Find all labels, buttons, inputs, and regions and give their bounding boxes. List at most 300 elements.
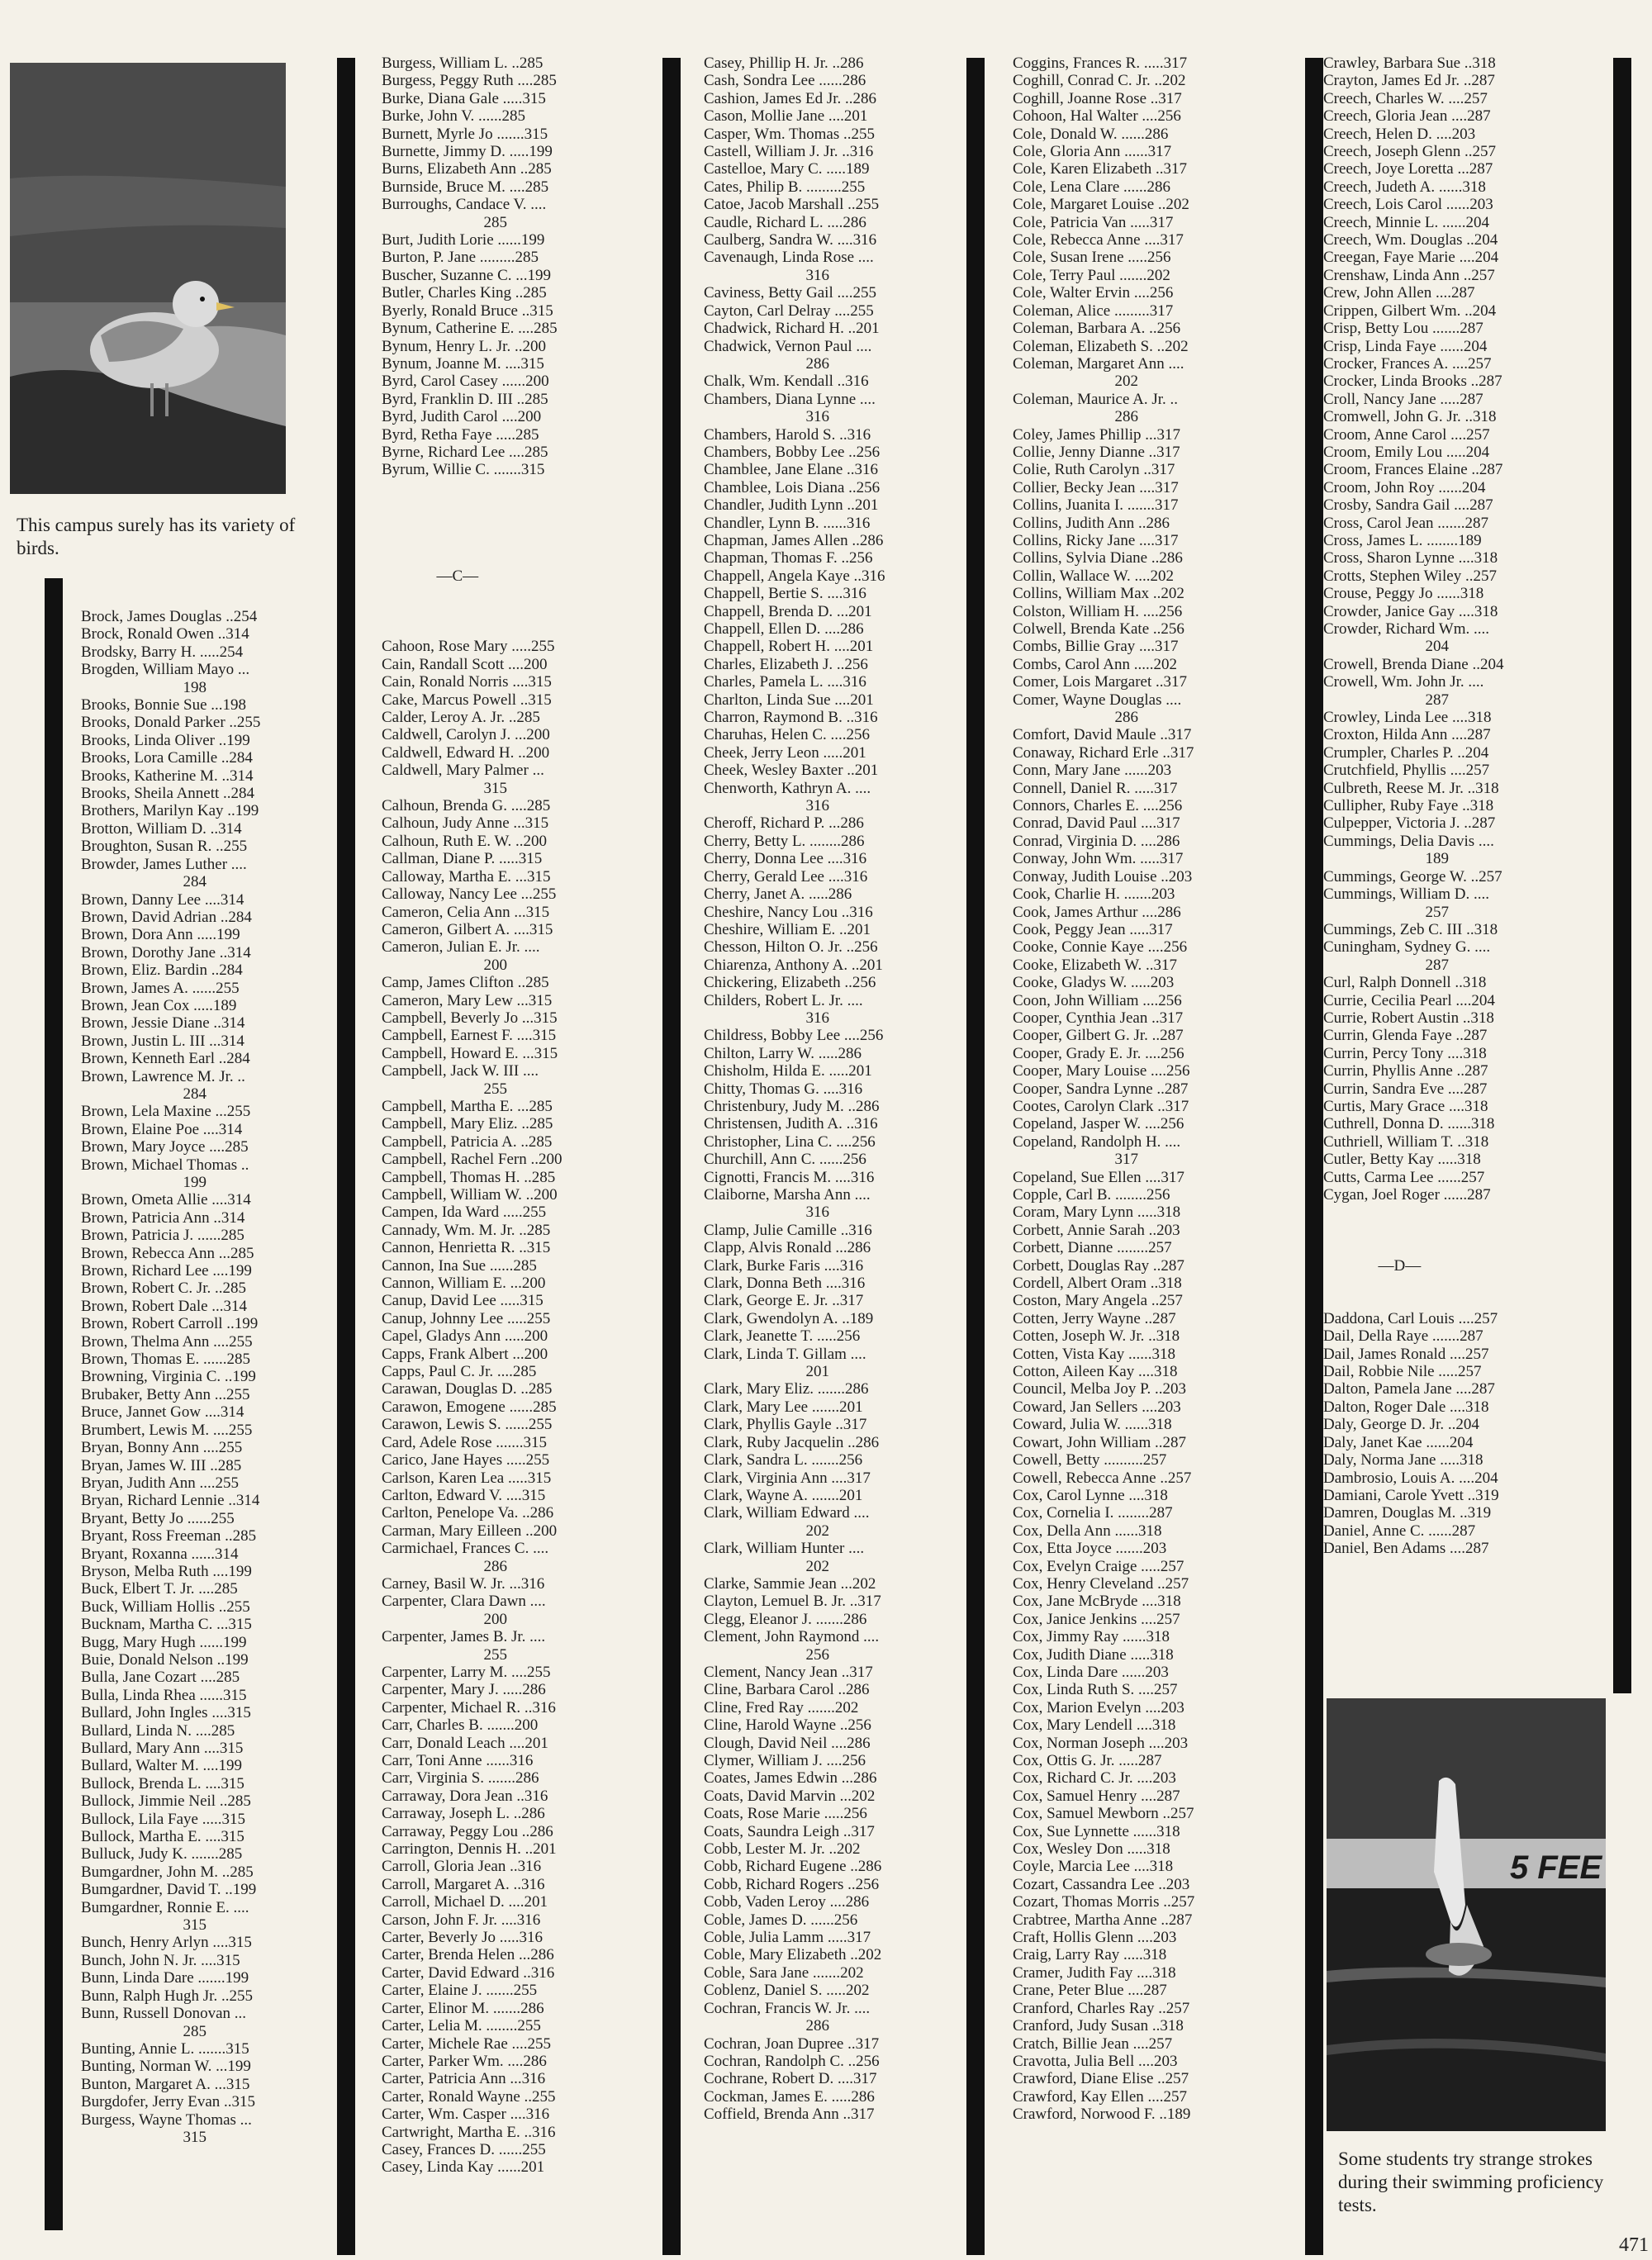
index-entry: Cummings, George W. ..257	[1323, 867, 1502, 885]
index-entry: Cox, Jimmy Ray ......318	[1013, 1628, 1170, 1646]
index-entry: Brown, Thomas E. ......285	[81, 1351, 250, 1369]
index-entry: Brooks, Sheila Annett ..284	[81, 785, 255, 803]
index-entry: Cashion, James Ed Jr. ..286	[704, 89, 876, 107]
index-entry	[382, 515, 657, 532]
index-entry: Burnette, Jimmy D. .....199	[382, 143, 553, 161]
index-entry: Coon, John William ....256	[1013, 991, 1182, 1009]
index-entry: Creech, Wm. Douglas ..204	[1323, 231, 1498, 249]
pool-sign-text: 5 FEE	[1510, 1849, 1602, 1886]
index-entry: Carraway, Dora Jean ..316	[382, 1787, 548, 1805]
index-entry: Coleman, Barbara A. ..256	[1013, 320, 1181, 338]
index-entry: Cheshire, Nancy Lou ..316	[704, 903, 873, 921]
index-entry: Capps, Frank Albert ...200	[382, 1345, 548, 1363]
index-entry: Byrne, Richard Lee ....285	[382, 443, 548, 461]
index-entry: Clegg, Eleanor J. .......286	[704, 1610, 867, 1628]
index-entry: Cox, Jane McBryde ....318	[1013, 1593, 1181, 1611]
index-entry: Bullock, Martha E. ....315	[81, 1828, 244, 1846]
index-entry: Brown, David Adrian ..284	[81, 908, 252, 926]
index-entry: Chappell, Ellen D. ....286	[704, 620, 864, 638]
index-entry: Cooke, Gladys W. .....203	[1013, 974, 1175, 992]
index-entry: Brooks, Linda Oliver ..199	[81, 731, 250, 749]
index-entry: Carr, Donald Leach ....201	[382, 1734, 548, 1752]
index-entry: Carter, Michele Rae ....255	[382, 2034, 552, 2053]
index-entry: Cole, Karen Elizabeth ..317	[1013, 160, 1188, 178]
index-entry: Cain, Randall Scott ....200	[382, 655, 548, 673]
index-entry: 200	[382, 956, 507, 974]
index-entry: Coble, Julia Lamm .....317	[704, 1929, 871, 1947]
index-entry: Cameron, Gilbert A. ....315	[382, 920, 553, 938]
index-entry: Colie, Ruth Carolyn ..317	[1013, 461, 1175, 479]
index-entry: Christensen, Judith A. ..316	[704, 1115, 878, 1133]
index-entry: Crisp, Betty Lou .......287	[1323, 320, 1483, 338]
index-entry: Cheshire, William E. ..201	[704, 920, 871, 938]
index-entry: Crabtree, Martha Anne ..287	[1013, 1911, 1193, 1929]
index-entry: Calloway, Martha E. ...315	[382, 867, 551, 885]
index-entry: Bryan, Richard Lennie ..314	[81, 1492, 260, 1510]
index-entry: Cobb, Lester M. Jr. ..202	[704, 1840, 861, 1859]
index-entry: Carroll, Gloria Jean ..316	[382, 1858, 542, 1876]
index-entry: Bucknam, Martha C. ...315	[81, 1616, 252, 1634]
index-entry: Cox, Henry Cleveland ..257	[1013, 1574, 1189, 1593]
index-entry: Clark, Jeanette T. .....256	[704, 1327, 861, 1346]
index-entry: Conway, John Wm. .....317	[1013, 850, 1184, 868]
index-entry: 287	[1323, 956, 1449, 974]
index-entry: Conaway, Richard Erle ..317	[1013, 743, 1194, 762]
index-entry: Collie, Jenny Dianne ..317	[1013, 443, 1180, 461]
index-entry: Cheroff, Richard P. ...286	[704, 814, 864, 833]
index-entry: Crane, Peter Blue ....287	[1013, 1982, 1167, 2000]
column-divider	[966, 58, 985, 2255]
index-entry: Chilton, Larry W. .....286	[704, 1044, 862, 1062]
index-entry: Cooke, Connie Kaye ....256	[1013, 938, 1188, 957]
index-entry: Cheek, Jerry Leon .....201	[704, 743, 866, 762]
index-entry: Campbell, Howard E. ...315	[382, 1044, 558, 1062]
index-entry: Cooper, Cynthia Jean ..317	[1013, 1009, 1184, 1027]
index-entry: Carpenter, Larry M. ....255	[382, 1663, 551, 1681]
index-entry: 284	[81, 1085, 206, 1103]
index-entry: Byrd, Franklin D. III ..285	[382, 390, 548, 408]
index-entry: Bunton, Margaret A. ...315	[81, 2075, 250, 2093]
index-entry: Brown, Rebecca Ann ...285	[81, 1244, 254, 1262]
index-entry: Cootes, Carolyn Clark ..317	[1013, 1097, 1189, 1115]
index-entry: Croll, Nancy Jane .....287	[1323, 390, 1483, 408]
index-entry: Carraway, Joseph L. ..286	[382, 1805, 545, 1823]
index-entry: Cignotti, Francis M. ....316	[704, 1168, 875, 1186]
index-entry: Carico, Jane Hayes .....255	[382, 1451, 550, 1469]
index-entry: Cherry, Betty L. ........286	[704, 832, 865, 850]
index-entry	[382, 603, 657, 620]
index-entry	[1323, 1292, 1612, 1309]
index-entry: Chappell, Bertie S. ....316	[704, 585, 866, 603]
index-entry: Cameron, Mary Lew ...315	[382, 991, 553, 1009]
index-entry: Bunn, Linda Dare .......199	[81, 1969, 249, 1987]
index-entry: 316	[704, 1009, 829, 1027]
index-entry	[1323, 1275, 1612, 1292]
index-entry: Bumgardner, David T. ..199	[81, 1881, 257, 1899]
index-entry: Card, Adele Rose .......315	[382, 1433, 548, 1451]
index-entry: 316	[704, 1204, 829, 1222]
index-entry: Collin, Wallace W. ....202	[1013, 567, 1174, 585]
index-entry: 256	[704, 1645, 829, 1664]
index-column-4	[1013, 55, 1302, 2124]
index-entry: Clement, Nancy Jean ..317	[704, 1663, 873, 1681]
index-entry: Brown, Lawrence M. Jr. ..	[81, 1067, 245, 1085]
index-entry: Coghill, Joanne Rose ..317	[1013, 89, 1182, 107]
index-entry: Carter, Elinor M. .......286	[382, 1999, 544, 2017]
index-entry: 286	[704, 2017, 829, 2035]
index-entry: Charles, Pamela L. ....316	[704, 673, 866, 691]
index-entry: Crawford, Kay Ellen ....257	[1013, 2087, 1188, 2106]
index-entry: Crouse, Peggy Jo ......318	[1323, 585, 1484, 603]
index-entry: Buck, Elbert T. Jr. ....285	[81, 1580, 238, 1598]
index-entry: Crosby, Sandra Gail ....287	[1323, 496, 1493, 515]
index-entry: Crawford, Diane Elise ..257	[1013, 2070, 1189, 2088]
index-entry: Cline, Harold Wayne ..256	[704, 1716, 871, 1735]
index-entry: Bunch, John N. Jr. ....315	[81, 1951, 240, 1969]
index-entry: Cox, Janice Jenkins ....257	[1013, 1610, 1180, 1628]
index-entry: Carawon, Emogene ......285	[382, 1398, 557, 1416]
index-entry: Conway, Judith Louise ..203	[1013, 867, 1193, 885]
index-entry: Coward, Julia W. ......318	[1013, 1416, 1172, 1434]
index-entry: Bulluck, Judy K. .......285	[81, 1845, 243, 1864]
index-entry: Creech, Minnie L. ......204	[1323, 213, 1490, 231]
index-entry: Childers, Robert L. Jr. ....	[704, 991, 863, 1009]
index-entry: Cole, Margaret Louise ..202	[1013, 196, 1189, 214]
index-entry: Capps, Paul C. Jr. ....285	[382, 1363, 537, 1381]
index-entry: Brown, Kenneth Earl ..284	[81, 1050, 250, 1068]
index-entry: Chambers, Harold S. ..316	[704, 425, 871, 444]
index-entry: Croom, John Roy ......204	[1323, 478, 1486, 496]
index-entry: Brotton, William D. ..314	[81, 819, 242, 838]
index-entry: Creech, Judeth A. ......318	[1323, 178, 1486, 196]
index-entry: Conn, Mary Jane ......203	[1013, 762, 1172, 780]
index-entry: Cochran, Randolph C. ..256	[704, 2052, 880, 2070]
index-entry: Coleman, Maurice A. Jr. ..	[1013, 390, 1178, 408]
index-entry: Chalk, Wm. Kendall ..316	[704, 373, 869, 391]
index-entry: Cox, Richard C. Jr. ....203	[1013, 1769, 1176, 1788]
index-entry: Campbell, Jack W. III ....	[382, 1062, 539, 1080]
index-entry: Buck, William Hollis ..255	[81, 1598, 250, 1616]
index-entry: Crayton, James Ed Jr. ..287	[1323, 72, 1495, 90]
index-entry	[382, 496, 657, 514]
index-entry: Clark, Mary Lee .......201	[704, 1398, 863, 1416]
index-entry: 315	[81, 2128, 206, 2146]
index-entry: Calhoun, Ruth E. W. ..200	[382, 832, 548, 850]
index-entry: Collins, Judith Ann ..286	[1013, 514, 1170, 532]
index-entry: Cutts, Carma Lee ......257	[1323, 1168, 1485, 1186]
index-entry: Buscher, Suzanne C. ...199	[382, 266, 552, 284]
index-entry: Bryant, Ross Freeman ..285	[81, 1527, 257, 1545]
index-entry: Carroll, Margaret A. ..316	[382, 1875, 545, 1893]
index-entry: Carlton, Edward V. ....315	[382, 1486, 546, 1504]
index-entry: Christenbury, Judy M. ..286	[704, 1097, 880, 1115]
index-entry: Cox, Marion Evelyn ....203	[1013, 1698, 1184, 1716]
index-entry: 315	[81, 1916, 206, 1935]
index-entry: Currie, Cecilia Pearl ....204	[1323, 991, 1495, 1009]
index-entry	[382, 532, 657, 549]
index-entry: Croom, Frances Elaine ..287	[1323, 461, 1503, 479]
index-entry: Cox, Etta Joyce .......203	[1013, 1540, 1167, 1558]
index-entry: Clark, Burke Faris ....316	[704, 1256, 864, 1275]
index-entry: Daly, Janet Kae ......204	[1323, 1433, 1474, 1451]
index-entry: Carlson, Karen Lea .....315	[382, 1469, 552, 1487]
index-entry: Clark, William Edward ....	[704, 1504, 870, 1522]
index-entry: Comer, Wayne Douglas ....	[1013, 691, 1182, 709]
index-entry: Campbell, Mary Eliz. ..285	[382, 1115, 553, 1133]
index-entry: Cox, Carol Lynne ....318	[1013, 1486, 1168, 1504]
index-entry: 257	[1323, 903, 1449, 921]
index-entry: Brooks, Donald Parker ..255	[81, 714, 261, 732]
index-entry: Currin, Percy Tony ....318	[1323, 1044, 1487, 1062]
index-entry: Bulla, Linda Rhea ......315	[81, 1686, 247, 1704]
index-entry: Caudle, Richard L. ....286	[704, 213, 866, 231]
index-entry: Burns, Elizabeth Ann ..285	[382, 160, 552, 178]
index-entry: Dail, Della Raye .......287	[1323, 1327, 1483, 1346]
index-entry: Chitty, Thomas G. ....316	[704, 1080, 863, 1098]
index-entry: Broughton, Susan R. ..255	[81, 838, 248, 856]
index-entry: Brown, Eliz. Bardin ..284	[81, 961, 243, 980]
index-entry: Cotten, Jerry Wayne ..287	[1013, 1309, 1176, 1327]
index-entry: Cotten, Joseph W. Jr. ..318	[1013, 1327, 1180, 1346]
index-entry: Clymer, William J. ....256	[704, 1752, 866, 1769]
index-entry: Carter, Beverly Jo .....316	[382, 1929, 544, 1947]
index-entry: Cannon, Henrietta R. ..315	[382, 1239, 551, 1257]
index-entry: Clark, William Hunter ....	[704, 1540, 865, 1558]
index-entry: Conrad, David Paul ....317	[1013, 814, 1180, 833]
index-entry: Bullard, Mary Ann ....315	[81, 1740, 244, 1757]
index-entry: Cox, Cornelia I. ........287	[1013, 1504, 1173, 1522]
index-entry: Dambrosio, Louis A. ....204	[1323, 1469, 1498, 1487]
index-entry: Cash, Sondra Lee ......286	[704, 72, 866, 90]
index-entry: Casey, Frances D. ......255	[382, 2140, 546, 2158]
index-entry: Carpenter, Clara Dawn ....	[382, 1593, 546, 1611]
index-entry: Dail, Robbie Nile .....257	[1323, 1363, 1482, 1381]
index-entry: Bumgardner, Ronnie E. ....	[81, 1898, 249, 1916]
index-entry: Cannon, William E. ...200	[382, 1275, 546, 1293]
index-entry: Brubaker, Betty Ann ...255	[81, 1385, 250, 1403]
index-entry: Charron, Raymond B. ..316	[704, 709, 878, 727]
index-entry: Cameron, Celia Ann ...315	[382, 903, 550, 921]
index-entry: Byerly, Ronald Bruce ..315	[382, 301, 553, 320]
index-entry: Cannon, Ina Sue ......285	[382, 1256, 537, 1275]
index-entry: Chenworth, Kathryn A. ....	[704, 779, 871, 797]
column-divider	[662, 58, 681, 2255]
index-entry: Carpenter, Mary J. .....286	[382, 1681, 546, 1699]
index-entry: Cummings, William D. ....	[1323, 885, 1490, 904]
index-entry: 316	[704, 266, 829, 284]
index-entry: Bynum, Joanne M. ....315	[382, 354, 544, 373]
index-entry: Brown, Mary Joyce ....285	[81, 1138, 249, 1156]
index-entry: Cox, Evelyn Craige .....257	[1013, 1557, 1184, 1575]
index-entry: Bugg, Mary Hugh ......199	[81, 1633, 247, 1651]
index-entry: 200	[382, 1610, 507, 1628]
index-entry: Carson, John F. Jr. ....316	[382, 1911, 541, 1929]
index-entry: Damren, Douglas M. ..319	[1323, 1504, 1492, 1522]
index-entry: Chickering, Elizabeth ..256	[704, 974, 876, 992]
index-entry: Corbett, Douglas Ray ..287	[1013, 1256, 1184, 1275]
index-entry: Clayton, Lemuel B. Jr. ..317	[704, 1593, 881, 1611]
index-entry: Chadwick, Vernon Paul ....	[704, 337, 872, 355]
index-entry: Bunch, Henry Arlyn ....315	[81, 1934, 252, 1952]
index-entry: Cross, Carol Jean .......287	[1323, 514, 1489, 532]
index-entry: Carter, Lelia M. ........255	[382, 2017, 541, 2035]
index-entry: Clark, Wayne A. .......201	[704, 1486, 863, 1504]
index-entry: Coble, James D. ......256	[704, 1911, 858, 1929]
index-entry: Campen, Ida Ward .....255	[382, 1204, 547, 1222]
index-entry: Bunn, Ralph Hugh Jr. ..255	[81, 1987, 253, 2005]
index-entry: Brown, Robert Carroll ..199	[81, 1315, 259, 1333]
index-entry: Cole, Gloria Ann ......317	[1013, 143, 1172, 161]
index-entry: Catoe, Jacob Marshall ..255	[704, 196, 880, 214]
index-entry: Butler, Charles King ..285	[382, 284, 547, 302]
index-entry: Clark, Gwendolyn A. ..189	[704, 1309, 874, 1327]
index-entry: 198	[81, 678, 206, 696]
index-entry: Charles, Elizabeth J. ..256	[704, 655, 868, 673]
index-entry: 286	[1013, 408, 1138, 426]
index-entry: Crowley, Linda Lee ....318	[1323, 709, 1492, 727]
index-entry: Coley, James Phillip ...317	[1013, 425, 1181, 444]
index-entry: Cole, Donald W. ......286	[1013, 125, 1169, 143]
index-entry: Comfort, David Maule ..317	[1013, 726, 1192, 744]
index-entry: Burke, Diana Gale .....315	[382, 89, 546, 107]
index-entry: 199	[81, 1174, 206, 1191]
index-entry: Collins, Juanita I. .......317	[1013, 496, 1179, 515]
index-entry: Crowell, Brenda Diane ..204	[1323, 655, 1504, 673]
index-entry: Cain, Ronald Norris ....315	[382, 673, 552, 691]
index-entry: Cranford, Judy Susan ..318	[1013, 2017, 1184, 2035]
index-entry: 255	[382, 1080, 507, 1098]
index-entry: Crocker, Linda Brooks ..287	[1323, 373, 1502, 391]
index-entry: Currie, Robert Austin ..318	[1323, 1009, 1494, 1027]
index-entry: Daddona, Carl Louis ....257	[1323, 1309, 1498, 1327]
index-entry: Coleman, Margaret Ann ....	[1013, 354, 1184, 373]
index-entry: Corbett, Annie Sarah ..203	[1013, 1221, 1180, 1239]
index-entry: Canup, Johnny Lee .....255	[382, 1309, 551, 1327]
index-entry: Casper, Wm. Thomas ..255	[704, 125, 875, 143]
index-entry: 255	[382, 1645, 507, 1664]
index-entry: Chapman, Thomas F. ..256	[704, 549, 873, 567]
seagull-caption: This campus surely has its variety of birds.	[17, 515, 296, 558]
index-entry: Cox, Linda Dare ......203	[1013, 1663, 1169, 1681]
index-entry: Crotts, Stephen Wiley ..257	[1323, 567, 1497, 585]
index-entry: 286	[704, 354, 829, 373]
index-entry: Culbreth, Reese M. Jr. ..318	[1323, 779, 1499, 797]
index-entry: Crocker, Frances A. ....257	[1323, 354, 1492, 373]
index-entry: 285	[382, 213, 507, 231]
index-entry: Cherry, Janet A. .....286	[704, 885, 852, 904]
index-entry: Creech, Helen D. ....203	[1323, 125, 1476, 143]
index-entry: Byrum, Willie C. .......315	[382, 461, 545, 479]
index-entry: Croom, Emily Lou .....204	[1323, 443, 1490, 461]
index-entry: Cline, Fred Ray .......202	[704, 1698, 859, 1716]
index-entry: Chapman, James Allen ..286	[704, 531, 884, 549]
index-entry: 316	[704, 408, 829, 426]
index-entry: 287	[1323, 691, 1449, 709]
index-entry: Cannady, Wm. M. Jr. ..285	[382, 1221, 551, 1239]
index-entry: Carney, Basil W. Jr. ...316	[382, 1574, 545, 1593]
index-entry: Calloway, Nancy Lee ...255	[382, 885, 557, 904]
index-entry: Cole, Rebecca Anne ....317	[1013, 231, 1184, 249]
index-entry: 284	[81, 873, 206, 891]
index-entry: Cockman, James E. .....286	[704, 2087, 875, 2106]
index-entry: Cowart, John William ..287	[1013, 1433, 1186, 1451]
index-entry: Childress, Bobby Lee ....256	[704, 1027, 884, 1045]
index-entry: Brown, Robert Dale ...314	[81, 1297, 248, 1315]
index-entry: Burgess, William L. ..285	[382, 55, 544, 72]
index-entry: Cook, James Arthur ....286	[1013, 903, 1181, 921]
index-entry: 315	[382, 779, 507, 797]
index-entry: Bryant, Roxanna ......314	[81, 1545, 239, 1563]
index-entry: Chesson, Hilton O. Jr. ..256	[704, 938, 878, 957]
index-entry: Burton, P. Jane .........285	[382, 249, 539, 267]
index-entry: Browder, James Luther ....	[81, 855, 247, 873]
index-entry: Bullock, Jimmie Neil ..285	[81, 1792, 251, 1811]
index-entry: Daly, George D. Jr. ..204	[1323, 1416, 1479, 1434]
index-entry: Calder, Leroy A. Jr. ..285	[382, 709, 540, 727]
index-entry: Cox, Samuel Henry ....287	[1013, 1787, 1180, 1805]
index-entry: Carter, Parker Wm. ....286	[382, 2052, 547, 2070]
index-entry: Cobb, Richard Eugene ..286	[704, 1858, 882, 1876]
index-entry: Clement, John Raymond ....	[704, 1628, 880, 1646]
index-entry: Coates, James Edwin ...286	[704, 1769, 877, 1788]
index-entry: Coyle, Marcia Lee ....318	[1013, 1858, 1174, 1876]
index-entry: Cox, Mary Lendell ....318	[1013, 1716, 1176, 1735]
index-entry: Carmichael, Frances C. ....	[382, 1540, 549, 1558]
index-entry: Collier, Becky Jean ....317	[1013, 478, 1179, 496]
index-entry: Bullard, Linda N. ....285	[81, 1721, 235, 1740]
index-entry: Clark, Donna Beth ....316	[704, 1275, 866, 1293]
index-entry: Cartwright, Martha E. ..316	[382, 2123, 556, 2141]
column-divider	[1613, 58, 1631, 1693]
index-entry: Colston, William H. ....256	[1013, 602, 1183, 620]
index-entry: Coblenz, Daniel S. .....202	[704, 1982, 870, 2000]
index-entry: Cavenaugh, Linda Rose ....	[704, 249, 874, 267]
index-entry: Dail, James Ronald ....257	[1323, 1345, 1489, 1363]
index-entry: Brooks, Katherine M. ..314	[81, 767, 254, 785]
index-entry: Chandler, Lynn B. ......316	[704, 514, 871, 532]
index-entry: Cole, Walter Ervin ....256	[1013, 284, 1174, 302]
index-entry: Burke, John V. ......285	[382, 107, 526, 126]
index-entry: Cochran, Francis W. Jr. ....	[704, 1999, 871, 2017]
index-entry: Caldwell, Mary Palmer ...	[382, 762, 544, 780]
index-entry: Brodsky, Barry H. .....254	[81, 643, 244, 661]
index-entry: Campbell, Thomas H. ..285	[382, 1168, 556, 1186]
index-entry: Craig, Larry Ray .....318	[1013, 1946, 1167, 1964]
index-entry: Calhoun, Brenda G. ....285	[382, 797, 551, 815]
index-entry: Browning, Virginia C. ..199	[81, 1368, 256, 1386]
index-entry: Crowder, Richard Wm. ....	[1323, 620, 1489, 638]
index-entry: Crew, John Allen ....287	[1323, 284, 1475, 302]
index-entry: Brooks, Lora Camille ..284	[81, 749, 253, 767]
index-entry: Bullock, Brenda L. ....315	[81, 1774, 244, 1792]
index-entry: Collins, Sylvia Diane ..286	[1013, 549, 1183, 567]
index-entry: Cummings, Zeb C. III ..318	[1323, 920, 1498, 938]
index-entry: Cheek, Wesley Baxter ..201	[704, 762, 879, 780]
index-entry: Creech, Joye Loretta ...287	[1323, 160, 1493, 178]
index-entry: 286	[1013, 709, 1138, 727]
index-entry: Cochran, Joan Dupree ..317	[704, 2034, 880, 2053]
index-entry: Carter, Patricia Ann ...316	[382, 2070, 546, 2088]
index-entry: Brooks, Bonnie Sue ...198	[81, 696, 247, 715]
index-entry: Coble, Sara Jane .......202	[704, 1963, 864, 1982]
swimmer-caption: Some students try strange strokes during their swimming proficiency tests.	[1338, 2148, 1604, 2215]
index-entry: Cox, Ottis G. Jr. .....287	[1013, 1752, 1162, 1769]
index-entry: Cuningham, Sydney G. ....	[1323, 938, 1491, 957]
column-divider	[337, 58, 355, 2255]
index-entry: Burnside, Bruce M. ....285	[382, 178, 549, 196]
index-entry: Campbell, Martha E. ...285	[382, 1097, 553, 1115]
index-entry: Cranford, Charles Ray ..257	[1013, 1999, 1190, 2017]
